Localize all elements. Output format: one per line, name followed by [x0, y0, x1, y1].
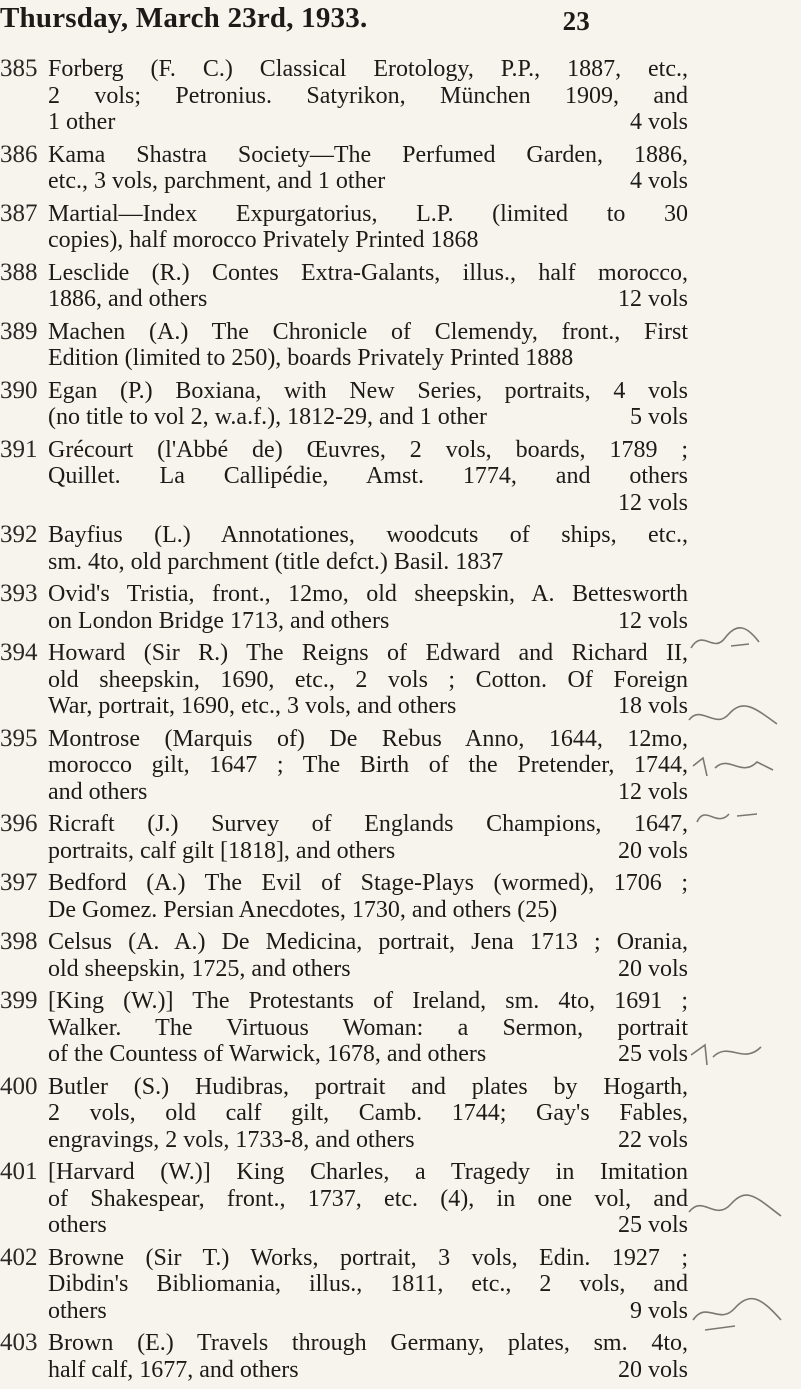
lot-line	[48, 1330, 688, 1357]
lot-entry	[0, 56, 801, 136]
lot-line	[48, 726, 688, 753]
lot-quantity: 9 vols	[629, 1297, 688, 1324]
lot-quantity: 12 vols	[617, 778, 688, 805]
lot-line-text: Butler (S.) Hudibras, portrait and plates by Hogarth,	[48, 1073, 688, 1100]
handwritten-price-annotation	[685, 1290, 793, 1291]
handwritten-price-annotation	[685, 748, 793, 749]
lot-line	[48, 437, 688, 464]
lot-line	[48, 201, 688, 228]
lot-quantity: 20 vols	[617, 955, 688, 982]
page-header	[0, 0, 590, 40]
lot-line-text: 2 vols; Petronius. Satyrikon, München 1909, and	[48, 82, 688, 109]
lot-entry	[0, 581, 801, 634]
lot-description	[48, 1159, 688, 1239]
lot-line-text: half calf, 1677, and others	[48, 1356, 299, 1383]
lot-line	[48, 404, 688, 431]
lot-quantity: 4 vols	[629, 109, 688, 135]
lot-entry	[0, 522, 801, 575]
lot-number: 397	[0, 869, 38, 896]
lot-number: 390	[0, 376, 38, 404]
lot-description	[48, 1330, 688, 1383]
lot-quantity: 25 vols	[617, 1041, 688, 1067]
lot-description	[48, 640, 688, 720]
pencil-scribble-icon	[685, 1290, 785, 1340]
handwritten-price-annotation	[685, 700, 793, 701]
lot-entry	[0, 811, 801, 864]
lot-line	[48, 168, 688, 195]
lot-description	[48, 726, 688, 806]
lot-line-text: Quillet. La Callipédie, Amst. 1774, and others	[48, 463, 688, 489]
lot-line-text: Forberg (F. C.) Classical Erotology, P.P., 1887, etc.,	[48, 56, 688, 82]
lot-line-text: Dibdin's Bibliomania, illus., 1811, etc., 2 vols, and	[48, 1271, 688, 1297]
lot-line-text: Bedford (A.) The Evil of Stage-Plays (wormed), 1706 ;	[48, 870, 688, 896]
lot-line	[48, 1159, 688, 1186]
lot-line-text: others	[48, 1212, 107, 1238]
lot-entry	[0, 1330, 801, 1383]
lot-line	[48, 83, 688, 110]
lot-line-text: De Gomez. Persian Anecdotes, 1730, and others (25)	[48, 896, 558, 923]
lot-description	[48, 811, 688, 864]
lot-number: 388	[0, 258, 38, 286]
lot-line-text: Howard (Sir R.) The Reigns of Edward and Richard II,	[48, 640, 688, 666]
lot-description	[48, 437, 688, 517]
lot-line	[48, 929, 688, 956]
lot-line-text: 1886, and others	[48, 286, 208, 312]
lot-quantity: 12 vols	[617, 607, 688, 634]
lot-entry	[0, 1245, 801, 1325]
lot-line	[48, 1271, 688, 1298]
lot-description	[48, 988, 688, 1068]
lot-quantity: 5 vols	[629, 404, 688, 430]
lot-line	[48, 109, 688, 136]
lot-list	[0, 56, 801, 1389]
lot-number: 398	[0, 928, 38, 955]
lot-line-text: others	[48, 1297, 107, 1324]
lot-line	[48, 56, 688, 83]
lot-quantity: 20 vols	[617, 837, 688, 864]
lot-description	[48, 870, 688, 923]
lot-line	[48, 260, 688, 287]
lot-number: 392	[0, 521, 38, 548]
lot-number: 386	[0, 140, 38, 168]
lot-description	[48, 581, 688, 634]
lot-entry	[0, 260, 801, 313]
handwritten-price-annotation	[685, 620, 793, 621]
pencil-scribble-icon	[685, 1035, 785, 1075]
lot-quantity: 4 vols	[629, 168, 688, 194]
lot-line	[48, 490, 688, 517]
lot-line	[48, 463, 688, 490]
lot-line	[48, 549, 688, 576]
lot-number: 402	[0, 1243, 38, 1271]
lot-line-text: on London Bridge 1713, and others	[48, 607, 390, 634]
lot-quantity: 22 vols	[617, 1126, 688, 1153]
lot-entry	[0, 640, 801, 720]
lot-line	[48, 608, 688, 635]
page-number: 23	[562, 6, 590, 36]
lot-number: 389	[0, 317, 38, 345]
lot-description	[48, 378, 688, 431]
pencil-scribble-icon	[685, 1190, 785, 1230]
lot-number: 400	[0, 1072, 38, 1100]
lot-line	[48, 988, 688, 1015]
lot-line	[48, 870, 688, 897]
lot-line	[48, 1212, 688, 1239]
lot-entry	[0, 1074, 801, 1154]
lot-line	[48, 667, 688, 694]
lot-line	[48, 1100, 688, 1127]
lot-line-text: Grécourt (l'Abbé de) Œuvres, 2 vols, boards, 1789 ;	[48, 436, 688, 463]
lot-description	[48, 929, 688, 982]
handwritten-price-annotation	[685, 1035, 793, 1036]
lot-line-text: Martial—Index Expurgatorius, L.P. (limited to 30	[48, 200, 688, 227]
lot-line	[48, 378, 688, 405]
lot-line-text: Egan (P.) Boxiana, with New Series, portraits, 4 vols	[48, 377, 688, 404]
lot-line-text: 1 other	[48, 109, 116, 135]
lot-line-text: Kama Shastra Society—The Perfumed Garden, 1886,	[48, 141, 688, 168]
lot-line-text: morocco gilt, 1647 ; The Birth of the Pretender, 1744,	[48, 752, 688, 778]
lot-number: 385	[0, 55, 38, 82]
pencil-scribble-icon	[685, 620, 785, 660]
lot-entry	[0, 870, 801, 923]
handwritten-price-annotation	[685, 1190, 793, 1191]
lot-line	[48, 1015, 688, 1042]
lot-line-text: copies), half morocco Privately Printed 1868	[48, 227, 479, 253]
lot-line-text: old sheepskin, 1725, and others	[48, 955, 351, 982]
lot-line-text: 2 vols, old calf gilt, Camb. 1744; Gay's Fables,	[48, 1100, 688, 1126]
lot-quantity: 20 vols	[617, 1356, 688, 1383]
lot-line-text: Lesclide (R.) Contes Extra-Galants, illus., half morocco,	[48, 259, 688, 286]
sale-date: Thursday, March 23rd, 1933.	[0, 2, 368, 34]
lot-description	[48, 1074, 688, 1154]
lot-line	[48, 811, 688, 838]
lot-line-text: Browne (Sir T.) Works, portrait, 3 vols, Edin. 1927 ;	[48, 1244, 688, 1271]
lot-description	[48, 1245, 688, 1325]
lot-number: 401	[0, 1158, 38, 1185]
lot-entry	[0, 319, 801, 372]
lot-line-text: War, portrait, 1690, etc., 3 vols, and others	[48, 693, 457, 719]
lot-line	[48, 522, 688, 549]
lot-entry	[0, 929, 801, 982]
lot-number: 399	[0, 987, 38, 1014]
lot-number: 396	[0, 810, 38, 837]
lot-line	[48, 286, 688, 313]
lot-line-text: etc., 3 vols, parchment, and 1 other	[48, 168, 386, 194]
lot-number: 395	[0, 724, 38, 752]
lot-line-text: of the Countess of Warwick, 1678, and others	[48, 1041, 487, 1067]
lot-entry	[0, 201, 801, 254]
lot-line	[48, 897, 688, 924]
lot-line-text: Ricraft (J.) Survey of Englands Champions, 1647,	[48, 811, 688, 837]
lot-line-text: Walker. The Virtuous Woman: a Sermon, portrait	[48, 1014, 688, 1041]
lot-number: 394	[0, 639, 38, 666]
lot-number: 387	[0, 199, 38, 227]
lot-line	[48, 1041, 688, 1068]
lot-line-text: of Shakespear, front., 1737, etc. (4), in one vol, and	[48, 1185, 688, 1212]
lot-line-text: and others	[48, 778, 148, 805]
lot-line-text: old sheepskin, 1690, etc., 2 vols ; Cotton. Of Foreign	[48, 666, 688, 693]
lot-line-text: Celsus (A. A.) De Medicina, portrait, Jena 1713 ; Orania,	[48, 929, 688, 955]
lot-line	[48, 227, 688, 254]
lot-description	[48, 56, 688, 136]
lot-line-text: [King (W.)] The Protestants of Ireland, sm. 4to, 1691 ;	[48, 988, 688, 1014]
lot-line-text: Montrose (Marquis of) De Rebus Anno, 1644, 12mo,	[48, 725, 688, 752]
lot-entry	[0, 1159, 801, 1239]
lot-description	[48, 142, 688, 195]
lot-description	[48, 260, 688, 313]
lot-line	[48, 779, 688, 806]
pencil-scribble-icon	[685, 748, 785, 788]
handwritten-price-annotation	[685, 798, 793, 799]
lot-line	[48, 693, 688, 720]
lot-line-text: sm. 4to, old parchment (title defct.) Basil. 1837	[48, 548, 504, 575]
lot-line	[48, 319, 688, 346]
pencil-scribble-icon	[685, 700, 785, 740]
lot-quantity: 12 vols	[617, 286, 688, 312]
lot-entry	[0, 988, 801, 1068]
lot-number: 391	[0, 435, 38, 463]
pencil-scribble-icon	[685, 798, 785, 838]
lot-line-text: Ovid's Tristia, front., 12mo, old sheepskin, A. Bettesworth	[48, 581, 688, 607]
lot-quantity: 18 vols	[617, 693, 688, 719]
lot-line	[48, 142, 688, 169]
lot-line	[48, 1357, 688, 1384]
lot-number: 403	[0, 1329, 38, 1356]
lot-line-text: Edition (limited to 250), boards Privately Printed 1888	[48, 345, 574, 371]
lot-line	[48, 640, 688, 667]
lot-line-text: Bayfius (L.) Annotationes, woodcuts of ships, etc.,	[48, 522, 688, 548]
lot-line	[48, 345, 688, 372]
lot-line-text: [Harvard (W.)] King Charles, a Tragedy in Imitation	[48, 1159, 688, 1185]
lot-line	[48, 1245, 688, 1272]
lot-line-text: portraits, calf gilt [1818], and others	[48, 837, 396, 864]
lot-line-text: engravings, 2 vols, 1733-8, and others	[48, 1126, 415, 1153]
lot-entry	[0, 726, 801, 806]
lot-description	[48, 201, 688, 254]
lot-line	[48, 838, 688, 865]
lot-entry	[0, 378, 801, 431]
lot-line	[48, 956, 688, 983]
lot-description	[48, 522, 688, 575]
lot-quantity: 12 vols	[617, 489, 688, 516]
lot-line	[48, 581, 688, 608]
lot-line	[48, 1298, 688, 1325]
lot-line	[48, 1074, 688, 1101]
lot-number: 393	[0, 580, 38, 607]
lot-line	[48, 1127, 688, 1154]
lot-entry	[0, 437, 801, 517]
lot-line-text: (no title to vol 2, w.a.f.), 1812-29, and 1 other	[48, 404, 488, 430]
lot-line	[48, 752, 688, 779]
lot-description	[48, 319, 688, 372]
lot-entry	[0, 142, 801, 195]
lot-quantity: 25 vols	[617, 1212, 688, 1238]
lot-line	[48, 1186, 688, 1213]
lot-line-text: Machen (A.) The Chronicle of Clemendy, front., First	[48, 318, 688, 345]
lot-line-text: Brown (E.) Travels through Germany, plates, sm. 4to,	[48, 1330, 688, 1356]
